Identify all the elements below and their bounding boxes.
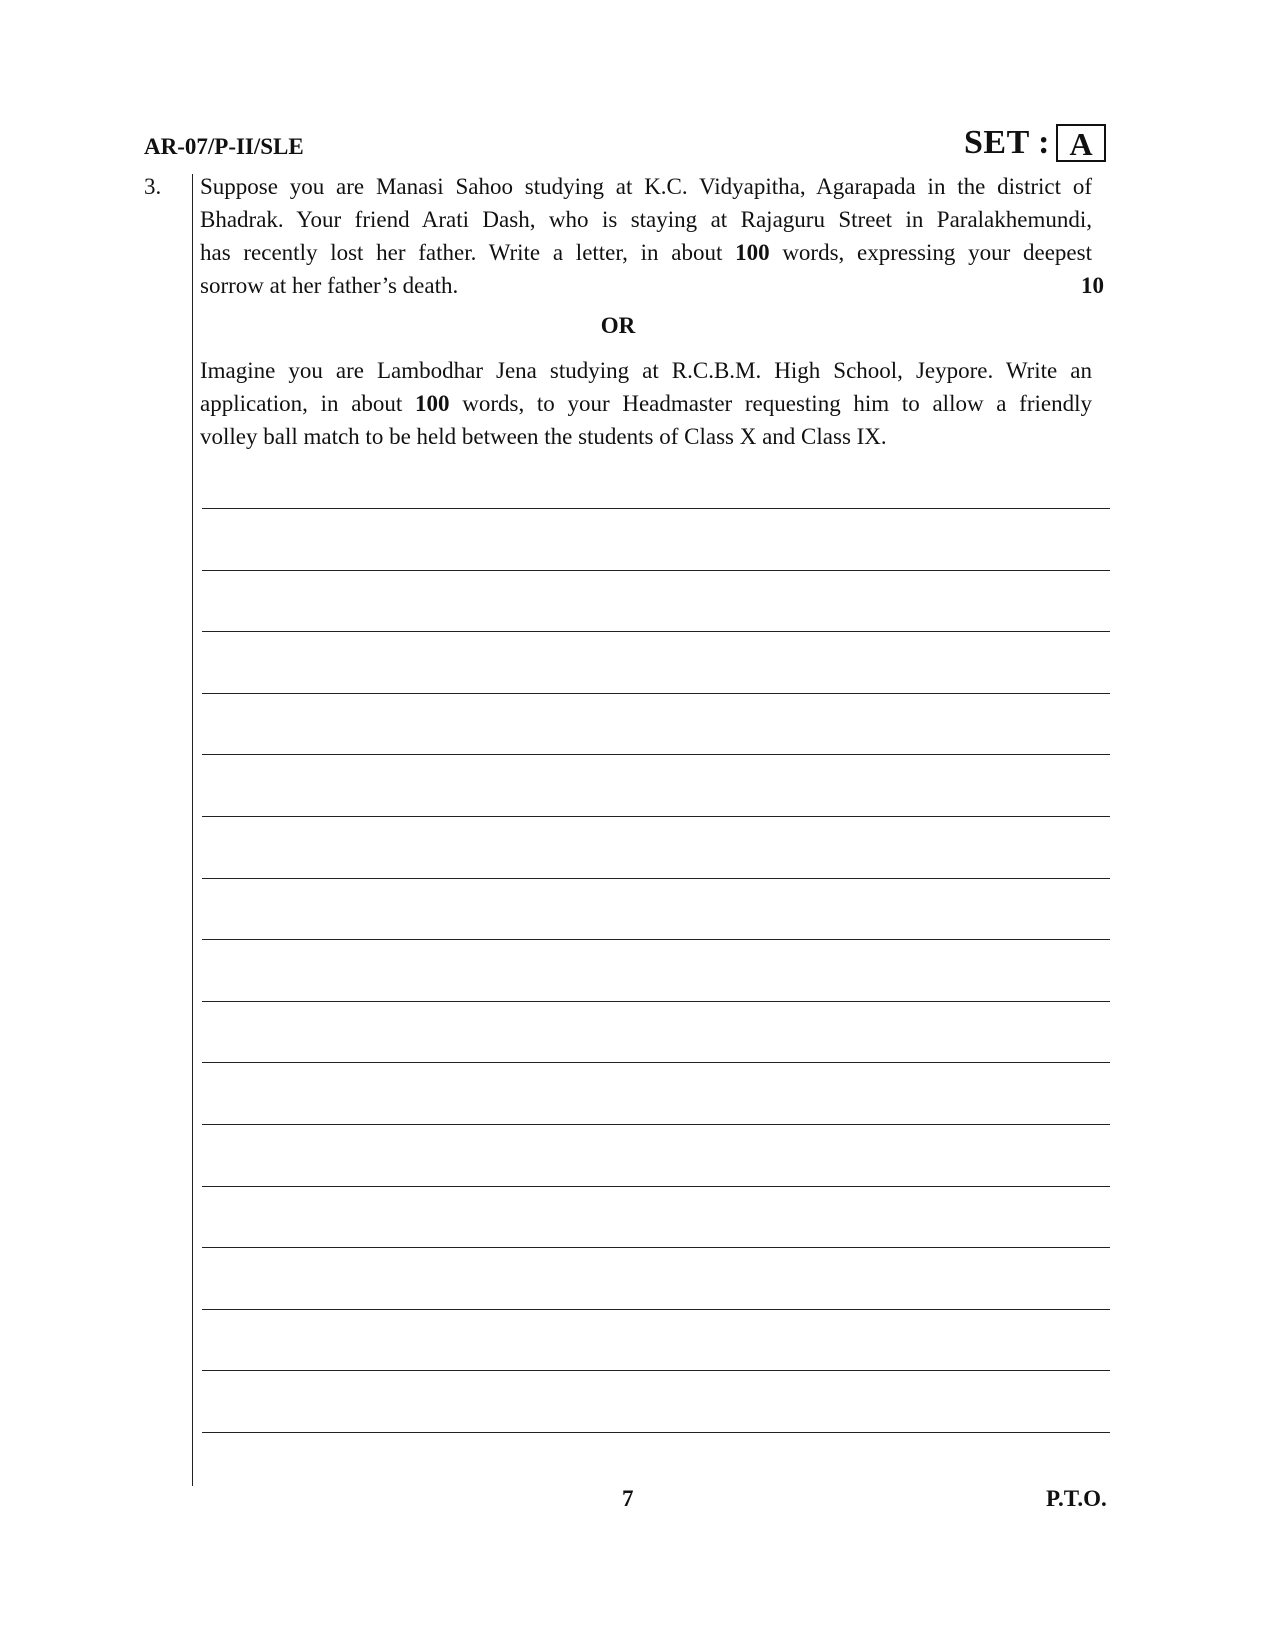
- answer-line[interactable]: [202, 1124, 1110, 1125]
- set-label: SET :: [964, 124, 1050, 161]
- set-value-box: A: [1056, 124, 1106, 162]
- q2-line-2-a: application, in about: [200, 391, 416, 416]
- page-number: 7: [622, 1486, 634, 1511]
- answer-line[interactable]: [202, 1432, 1110, 1433]
- q2-line-3: volley ball match to be held between the students of Class X and Class IX.: [200, 424, 887, 449]
- q1-word-count: 100: [735, 240, 770, 265]
- question-margin-rule: [192, 174, 193, 1486]
- answer-line[interactable]: [202, 631, 1110, 632]
- answer-line[interactable]: [202, 1062, 1110, 1063]
- answer-line[interactable]: [202, 693, 1110, 694]
- answer-line[interactable]: [202, 1309, 1110, 1310]
- q1-line-2: Bhadrak. Your friend Arati Dash, who is staying at Rajaguru Street in Paralakhemundi,: [200, 207, 1092, 232]
- answer-line[interactable]: [202, 1186, 1110, 1187]
- answer-line[interactable]: [202, 1370, 1110, 1371]
- answer-line[interactable]: [202, 754, 1110, 755]
- q1-last-line-row: [200, 269, 1104, 302]
- q1-line-3-b: words, expressing your deepest: [769, 240, 1092, 265]
- answer-line[interactable]: [202, 816, 1110, 817]
- q2-word-count: 100: [415, 391, 450, 416]
- question-part1-text: [200, 170, 1092, 269]
- answer-line[interactable]: [202, 1247, 1110, 1248]
- q2-line-2: [200, 387, 1092, 420]
- q1-line-3: [200, 236, 1092, 269]
- question-marks: 10: [1081, 273, 1104, 298]
- please-turn-over: P.T.O.: [1046, 1486, 1107, 1511]
- q1-line-4: sorrow at her father’s death.: [200, 273, 459, 298]
- question-part2-text: [200, 354, 1092, 453]
- answer-line[interactable]: [202, 570, 1110, 571]
- paper-code: AR-07/P-II/SLE: [144, 134, 304, 159]
- q1-line-3-a: has recently lost her father. Write a letter, in about: [200, 240, 736, 265]
- answer-line[interactable]: [202, 508, 1110, 509]
- q1-line-1: Suppose you are Manasi Sahoo studying at K.C. Vidyapitha, Agarapada in the district of: [200, 174, 1092, 199]
- q2-line-1: Imagine you are Lambodhar Jena studying at R.C.B.M. High School, Jeypore. Write an: [200, 358, 1092, 383]
- question-number: 3.: [144, 174, 162, 199]
- answer-line[interactable]: [202, 1001, 1110, 1002]
- answer-line[interactable]: [202, 878, 1110, 879]
- answer-line[interactable]: [202, 939, 1110, 940]
- q2-line-2-b: words, to your Headmaster requesting him to allow a friendly: [449, 391, 1092, 416]
- or-separator: OR: [600, 313, 636, 338]
